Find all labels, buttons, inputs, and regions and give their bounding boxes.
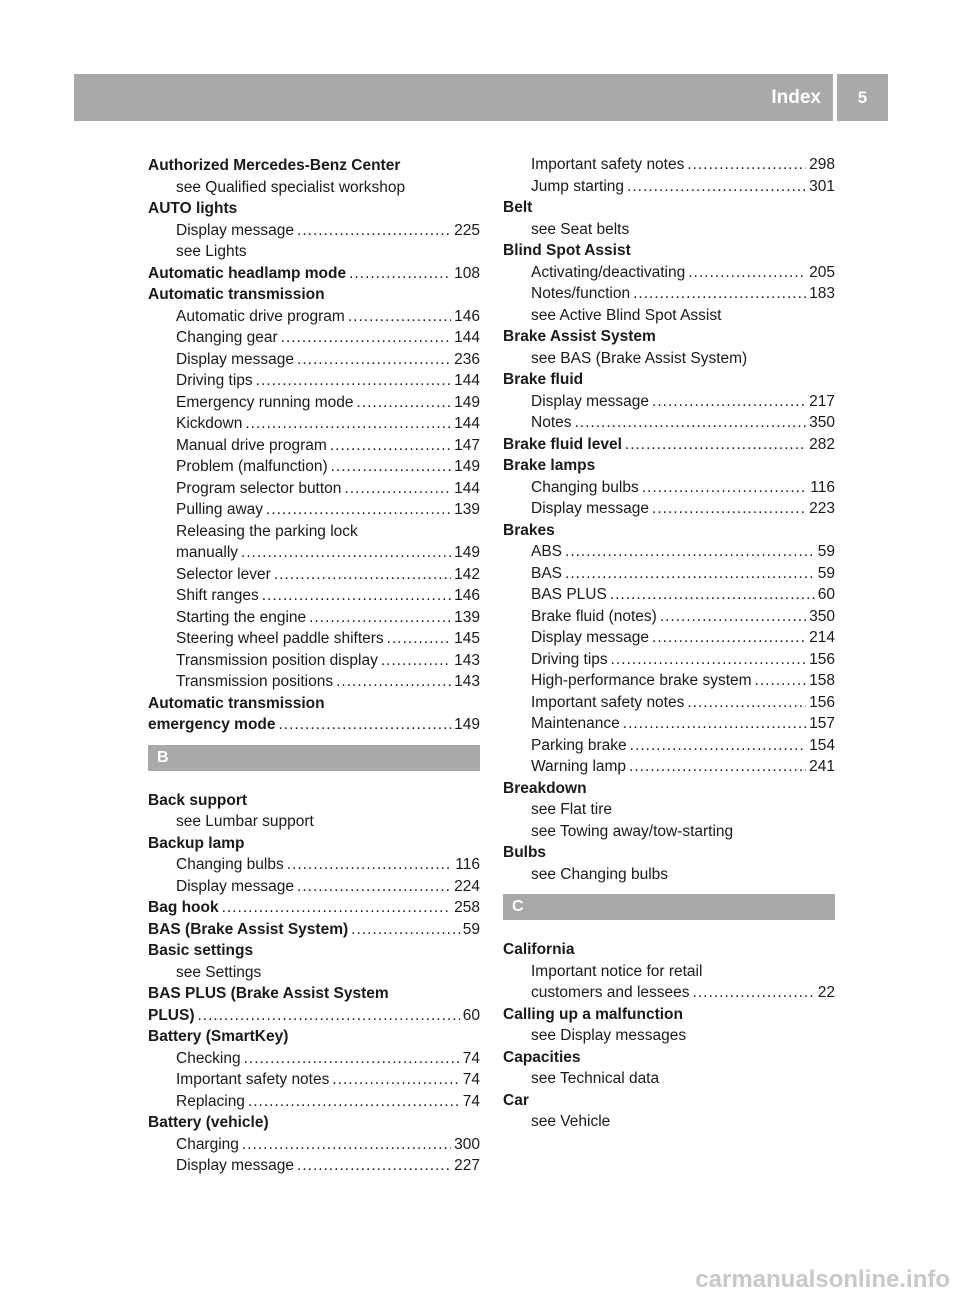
- dot-leader: [693, 982, 815, 1004]
- entry-page-number: 350: [809, 414, 835, 431]
- index-subentry[interactable]: [503, 584, 835, 606]
- index-subentry: [503, 219, 835, 241]
- entry-text: Important notice for retail: [531, 962, 703, 980]
- index-subentry: [148, 811, 480, 833]
- index-subentry: [503, 821, 835, 843]
- index-subentry[interactable]: [148, 854, 480, 876]
- entry-text: Brake fluid (notes): [531, 607, 657, 625]
- dot-leader: [266, 499, 451, 521]
- entry-text: Charging: [176, 1135, 239, 1153]
- index-subentry[interactable]: [148, 650, 480, 672]
- entry-text: Display message: [176, 877, 295, 895]
- page-number: 5: [837, 74, 888, 121]
- index-heading[interactable]: [148, 263, 480, 285]
- entry-text: Warning lamp: [531, 758, 627, 775]
- entry-page-number: 144: [454, 479, 480, 497]
- entry-text: see Seat belts: [531, 220, 630, 238]
- dot-leader: [274, 564, 451, 586]
- entry-page-number: 139: [454, 501, 480, 518]
- entry-text: Battery (SmartKey): [148, 1028, 289, 1045]
- entry-text: Changing bulbs: [531, 478, 639, 496]
- entry-text: Calling up a malfunction: [503, 1005, 683, 1023]
- index-heading: [148, 693, 480, 715]
- index-subentry: [503, 1025, 835, 1047]
- entry-text: Selector lever: [176, 565, 271, 583]
- entry-text: Bag hook: [148, 899, 219, 916]
- entry-text: see Changing bulbs: [531, 865, 669, 883]
- index-subentry[interactable]: [148, 306, 480, 328]
- entry-text: customers and lessees: [531, 984, 690, 1001]
- index-subentry[interactable]: [503, 498, 835, 520]
- entry-text: Backup lamp: [148, 834, 245, 852]
- entry-text: see BAS (Brake Assist System): [531, 349, 748, 367]
- index-subentry[interactable]: [503, 176, 835, 198]
- entry-page-number: 144: [454, 415, 480, 432]
- dot-leader: [351, 919, 460, 941]
- entry-text: Automatic transmission: [148, 286, 325, 303]
- index-subentry[interactable]: [503, 154, 835, 176]
- dot-leader: [629, 756, 806, 778]
- dot-leader: [287, 854, 453, 876]
- entry-page-number: 224: [454, 877, 480, 895]
- index-heading: [148, 833, 480, 855]
- entry-page-number: 74: [462, 1092, 480, 1110]
- dot-leader: [336, 671, 451, 693]
- entry-page-number: 156: [809, 650, 835, 668]
- dot-leader: [244, 1048, 460, 1070]
- entry-text: Important safety notes: [531, 693, 685, 711]
- entry-page-number: 59: [817, 564, 835, 582]
- index-subentry: [503, 799, 835, 821]
- header-band: [74, 74, 833, 121]
- dot-leader: [242, 1134, 451, 1156]
- entry-page-number: 116: [455, 856, 480, 873]
- entry-page-number: 59: [817, 543, 835, 560]
- index-subentry[interactable]: [148, 413, 480, 435]
- entry-text: Car: [503, 1091, 529, 1109]
- entry-page-number: 149: [454, 458, 480, 475]
- entry-page-number: 258: [454, 899, 480, 916]
- entry-text: Transmission positions: [176, 673, 334, 690]
- index-heading: [148, 790, 480, 812]
- entry-page-number: 60: [462, 1006, 480, 1024]
- entry-text: Checking: [176, 1049, 241, 1067]
- index-subentry[interactable]: [148, 628, 480, 650]
- entry-page-number: 158: [809, 672, 835, 689]
- index-subentry[interactable]: [148, 327, 480, 349]
- entry-page-number: 144: [454, 372, 480, 389]
- index-heading: [503, 1047, 835, 1069]
- dot-leader: [660, 606, 806, 628]
- index-subentry[interactable]: [503, 606, 835, 628]
- index-subentry[interactable]: [148, 1134, 480, 1156]
- entry-text: Program selector button: [176, 479, 342, 497]
- entry-page-number: 236: [454, 350, 480, 368]
- entry-text: ABS: [531, 543, 563, 560]
- entry-text: Activating/deactivating: [531, 263, 686, 281]
- entry-text: Changing gear: [176, 329, 278, 346]
- index-heading: [148, 1026, 480, 1048]
- entry-page-number: 74: [462, 1049, 480, 1067]
- dot-leader: [309, 607, 451, 629]
- entry-text: Basic settings: [148, 942, 254, 959]
- entry-text: Driving tips: [176, 372, 253, 389]
- index-subentry[interactable]: [148, 499, 480, 521]
- index-heading: [503, 197, 835, 219]
- entry-text: Display message: [176, 1157, 295, 1174]
- index-subentry[interactable]: [503, 391, 835, 413]
- entry-page-number: 298: [809, 156, 835, 173]
- entry-text: BAS: [531, 564, 563, 582]
- dot-leader: [575, 412, 807, 434]
- entry-text: see Qualified specialist workshop: [176, 178, 406, 196]
- entry-page-number: 143: [454, 651, 480, 669]
- index-subentry[interactable]: [148, 1069, 480, 1091]
- dot-leader: [381, 650, 451, 672]
- entry-page-number: 301: [809, 177, 835, 195]
- entry-page-number: 350: [809, 607, 835, 625]
- dot-leader: [755, 670, 807, 692]
- index-heading: [148, 983, 480, 1005]
- index-subentry: [503, 1068, 835, 1090]
- entry-text: California: [503, 941, 575, 958]
- dot-leader: [387, 628, 451, 650]
- entry-text: BAS (Brake Assist System): [148, 920, 349, 938]
- entry-page-number: 214: [809, 629, 835, 646]
- index-subentry[interactable]: [148, 1048, 480, 1070]
- dot-leader: [262, 585, 451, 607]
- entry-text: Emergency running mode: [176, 393, 354, 411]
- entry-text: Manual drive program: [176, 436, 327, 454]
- entry-text: Notes: [531, 414, 572, 431]
- entry-text: Capacities: [503, 1048, 581, 1066]
- index-heading: [148, 198, 480, 220]
- dot-leader: [297, 1155, 451, 1177]
- index-heading: [148, 940, 480, 962]
- dot-leader: [633, 283, 806, 305]
- dot-leader: [349, 263, 451, 285]
- index-subentry[interactable]: [148, 478, 480, 500]
- dot-leader: [348, 306, 451, 328]
- entry-page-number: 300: [454, 1135, 480, 1153]
- entry-text: Automatic headlamp mode: [148, 264, 347, 282]
- entry-text: Bulbs: [503, 844, 547, 861]
- entry-text: BAS PLUS: [531, 586, 607, 603]
- entry-page-number: 149: [454, 393, 480, 411]
- index-subentry: [503, 961, 835, 983]
- index-heading[interactable]: [503, 434, 835, 456]
- index-subentry[interactable]: [503, 283, 835, 305]
- entry-text: see Settings: [176, 963, 262, 981]
- entry-text: Replacing: [176, 1092, 245, 1110]
- index-subentry[interactable]: [503, 649, 835, 671]
- entry-text: see Towing away/tow-starting: [531, 822, 734, 840]
- entry-text: Automatic drive program: [176, 307, 345, 325]
- index-heading: [503, 1004, 835, 1026]
- entry-text: AUTO lights: [148, 200, 238, 217]
- index-heading: [503, 939, 835, 961]
- index-subentry: [503, 1111, 835, 1133]
- index-subentry[interactable]: [503, 627, 835, 649]
- entry-text: Driving tips: [531, 650, 608, 668]
- index-subentry[interactable]: [148, 671, 480, 693]
- dot-leader: [687, 692, 806, 714]
- dot-leader: [198, 1005, 460, 1027]
- entry-page-number: 116: [810, 478, 835, 496]
- index-heading: [503, 842, 835, 864]
- watermark: carmanualsonline.info: [695, 1266, 950, 1293]
- dot-leader: [565, 563, 815, 585]
- section-letter: B: [148, 745, 480, 771]
- entry-text: Steering wheel paddle shifters: [176, 630, 384, 647]
- index-subentry[interactable]: [503, 541, 835, 563]
- dot-leader: [297, 220, 451, 242]
- entry-text: Brake fluid level: [503, 435, 622, 453]
- entry-text: Brake lamps: [503, 457, 596, 474]
- index-subentry[interactable]: [148, 392, 480, 414]
- entry-text: Blind Spot Assist: [503, 242, 631, 259]
- entry-text: see Lights: [176, 243, 247, 260]
- index-subentry[interactable]: [148, 435, 480, 457]
- dot-leader: [652, 498, 806, 520]
- entry-text: Brakes: [503, 521, 555, 539]
- dot-leader: [344, 478, 451, 500]
- index-column-right: [503, 154, 835, 1133]
- index-heading: [503, 1090, 835, 1112]
- entry-text: Authorized Mercedes-Benz Center: [148, 157, 401, 174]
- index-heading: [148, 155, 480, 177]
- entry-text: Display message: [176, 350, 295, 368]
- entry-text: see Active Blind Spot Assist: [531, 306, 722, 324]
- entry-text: PLUS): [148, 1006, 195, 1024]
- index-heading: [503, 778, 835, 800]
- index-subentry: [148, 962, 480, 984]
- entry-text: Notes/function: [531, 285, 631, 302]
- entry-text: Display message: [176, 221, 295, 239]
- page-title: Index: [771, 87, 821, 108]
- dot-leader: [281, 327, 451, 349]
- entry-page-number: 139: [454, 608, 480, 626]
- entry-page-number: 146: [454, 587, 480, 604]
- dot-leader: [611, 649, 806, 671]
- entry-page-number: 149: [454, 544, 480, 561]
- entry-page-number: 59: [462, 920, 480, 938]
- index-subentry[interactable]: [148, 220, 480, 242]
- entry-text: Display message: [531, 629, 650, 646]
- entry-text: Battery (vehicle): [148, 1114, 269, 1131]
- dot-leader: [222, 897, 452, 919]
- index-subentry[interactable]: [148, 349, 480, 371]
- index-heading: [503, 369, 835, 391]
- index-subentry[interactable]: [148, 607, 480, 629]
- entry-text: Brake fluid: [503, 371, 584, 388]
- index-subentry[interactable]: [503, 735, 835, 757]
- entry-text: High-performance brake system: [531, 672, 752, 689]
- index-heading: [503, 240, 835, 262]
- entry-text: Problem (malfunction): [176, 458, 328, 475]
- dot-leader: [332, 1069, 459, 1091]
- index-subentry[interactable]: [148, 370, 480, 392]
- dot-leader: [652, 391, 806, 413]
- entry-text: Changing bulbs: [176, 856, 284, 873]
- entry-text: Back support: [148, 791, 248, 809]
- entry-page-number: 149: [454, 716, 480, 733]
- entry-text: see Display messages: [531, 1027, 687, 1044]
- entry-text: emergency mode: [148, 716, 276, 733]
- index-subentry: [148, 241, 480, 263]
- dot-leader: [627, 176, 806, 198]
- index-subentry[interactable]: [503, 713, 835, 735]
- index-column-left: [148, 155, 480, 1177]
- entry-text: Parking brake: [531, 736, 627, 754]
- entry-page-number: 156: [809, 693, 835, 711]
- dot-leader: [330, 435, 451, 457]
- section-letter: C: [503, 894, 835, 920]
- entry-text: Display message: [531, 500, 650, 517]
- dot-leader: [625, 434, 806, 456]
- dot-leader: [297, 349, 451, 371]
- entry-text: manually: [176, 544, 239, 561]
- entry-page-number: 142: [454, 565, 480, 583]
- entry-page-number: 143: [454, 673, 480, 690]
- dot-leader: [357, 392, 452, 414]
- entry-page-number: 282: [809, 435, 835, 453]
- dot-leader: [279, 714, 452, 736]
- entry-page-number: 183: [809, 285, 835, 302]
- dot-leader: [652, 627, 806, 649]
- index-heading: [503, 455, 835, 477]
- dot-leader: [623, 713, 806, 735]
- entry-page-number: 205: [809, 263, 835, 281]
- entry-page-number: 144: [454, 329, 480, 346]
- entry-text: Display message: [531, 392, 650, 410]
- dot-leader: [297, 876, 451, 898]
- index-heading[interactable]: [148, 1005, 480, 1027]
- entry-text: Important safety notes: [176, 1071, 330, 1088]
- entry-text: Breakdown: [503, 779, 587, 797]
- index-heading[interactable]: [148, 714, 480, 736]
- index-subentry[interactable]: [503, 670, 835, 692]
- index-subentry[interactable]: [503, 692, 835, 714]
- entry-text: Belt: [503, 199, 533, 216]
- entry-page-number: 108: [454, 264, 480, 282]
- index-heading: [148, 284, 480, 306]
- entry-page-number: 60: [817, 586, 835, 603]
- index-subentry[interactable]: [503, 262, 835, 284]
- entry-text: Maintenance: [531, 715, 620, 732]
- dot-leader: [241, 542, 451, 564]
- dot-leader: [245, 413, 451, 435]
- index-heading: [503, 326, 835, 348]
- entry-text: Automatic transmission: [148, 694, 325, 712]
- index-subentry: [148, 521, 480, 543]
- entry-text: Jump starting: [531, 177, 625, 195]
- dot-leader: [610, 584, 815, 606]
- index-heading: [503, 520, 835, 542]
- dot-leader: [331, 456, 452, 478]
- index-subentry: [503, 864, 835, 886]
- index-subentry[interactable]: [503, 412, 835, 434]
- index-subentry: [148, 177, 480, 199]
- index-heading[interactable]: [148, 897, 480, 919]
- entry-text: Kickdown: [176, 415, 243, 432]
- index-subentry[interactable]: [148, 585, 480, 607]
- entry-page-number: 225: [454, 221, 480, 239]
- entry-text: Pulling away: [176, 501, 264, 518]
- dot-leader: [687, 154, 806, 176]
- entry-page-number: 145: [454, 630, 480, 647]
- entry-text: Starting the engine: [176, 608, 307, 626]
- entry-page-number: 223: [809, 500, 835, 517]
- entry-page-number: 154: [809, 736, 835, 754]
- entry-page-number: 241: [809, 758, 835, 775]
- index-subentry[interactable]: [148, 876, 480, 898]
- entry-text: see Vehicle: [531, 1113, 611, 1130]
- entry-text: Transmission position display: [176, 651, 378, 669]
- entry-text: Brake Assist System: [503, 328, 656, 345]
- entry-page-number: 146: [454, 307, 480, 325]
- dot-leader: [688, 262, 806, 284]
- index-subentry[interactable]: [148, 1155, 480, 1177]
- dot-leader: [630, 735, 806, 757]
- index-subentry: [503, 305, 835, 327]
- index-subentry: [503, 348, 835, 370]
- dot-leader: [248, 1091, 460, 1113]
- dot-leader: [642, 477, 808, 499]
- index-subentry[interactable]: [148, 542, 480, 564]
- entry-page-number: 157: [809, 715, 835, 732]
- index-subentry[interactable]: [148, 456, 480, 478]
- entry-text: Important safety notes: [531, 156, 685, 173]
- index-subentry[interactable]: [148, 564, 480, 586]
- entry-text: Shift ranges: [176, 587, 259, 604]
- entry-text: see Lumbar support: [176, 813, 314, 830]
- index-heading[interactable]: [148, 919, 480, 941]
- dot-leader: [565, 541, 815, 563]
- entry-page-number: 217: [809, 392, 835, 410]
- index-heading: [148, 1112, 480, 1134]
- entry-text: see Technical data: [531, 1070, 660, 1087]
- entry-text: Releasing the parking lock: [176, 522, 358, 540]
- index-subentry[interactable]: [503, 756, 835, 778]
- entry-text: BAS PLUS (Brake Assist System: [148, 985, 389, 1002]
- entry-page-number: 74: [462, 1071, 480, 1088]
- dot-leader: [256, 370, 451, 392]
- index-subentry[interactable]: [148, 1091, 480, 1113]
- index-subentry[interactable]: [503, 477, 835, 499]
- entry-text: see Flat tire: [531, 801, 612, 818]
- entry-page-number: 147: [454, 436, 480, 454]
- index-subentry[interactable]: [503, 563, 835, 585]
- index-subentry[interactable]: [503, 982, 835, 1004]
- entry-page-number: 22: [817, 984, 835, 1001]
- entry-page-number: 227: [454, 1157, 480, 1174]
